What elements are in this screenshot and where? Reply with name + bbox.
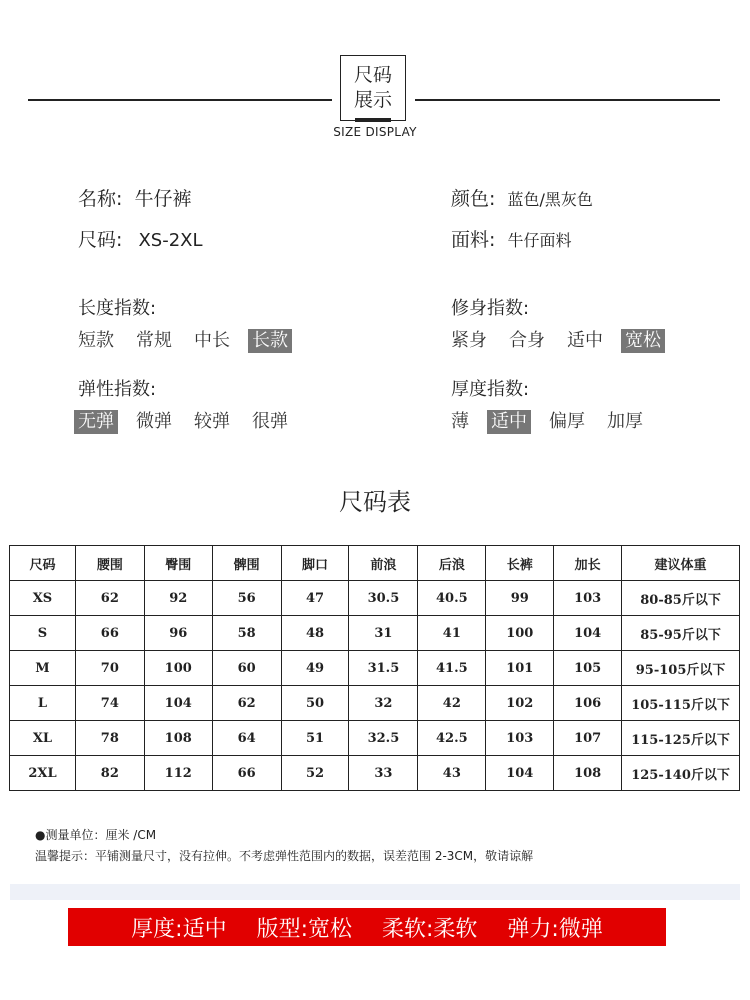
table-cell: 33 bbox=[349, 756, 418, 791]
table-cell: 42.5 bbox=[418, 721, 486, 756]
table-cell: 30.5 bbox=[349, 581, 418, 616]
table-cell: 106 bbox=[554, 686, 622, 721]
table-cell: 105 bbox=[554, 651, 622, 686]
elastic-option-3: 很弹 bbox=[252, 411, 288, 432]
table-row bbox=[10, 581, 740, 616]
table-cell: 92 bbox=[144, 581, 212, 616]
header-title-underbar bbox=[355, 118, 391, 122]
table-cell: 100 bbox=[144, 651, 212, 686]
table-cell: 101 bbox=[486, 651, 554, 686]
table-cell: 43 bbox=[418, 756, 486, 791]
table-cell: 32 bbox=[349, 686, 418, 721]
table-cell: 41 bbox=[418, 616, 486, 651]
table-cell: 48 bbox=[281, 616, 349, 651]
name-label: 名称: bbox=[78, 188, 123, 210]
table-cell: 105-115斤以下 bbox=[622, 686, 740, 721]
table-cell: 107 bbox=[554, 721, 622, 756]
thickness-index-options bbox=[447, 410, 647, 434]
table-cell: 102 bbox=[486, 686, 554, 721]
table-cell: 115-125斤以下 bbox=[622, 721, 740, 756]
header-cell: 尺码 bbox=[10, 546, 76, 581]
product-name bbox=[78, 184, 191, 211]
table-cell: 32.5 bbox=[349, 721, 418, 756]
table-cell: S bbox=[10, 616, 76, 651]
table-cell: XL bbox=[10, 721, 76, 756]
banner-item-fit: 版型:宽松 bbox=[256, 916, 352, 942]
table-cell: 62 bbox=[212, 686, 281, 721]
table-cell: 112 bbox=[144, 756, 212, 791]
length-index-options bbox=[74, 329, 292, 353]
table-row bbox=[10, 616, 740, 651]
table-cell: 66 bbox=[75, 616, 144, 651]
header-cell: 臀围 bbox=[144, 546, 212, 581]
size-table bbox=[9, 545, 740, 791]
size-table-body bbox=[10, 581, 740, 791]
header-cell: 建议体重 bbox=[622, 546, 740, 581]
thickness-option-0: 薄 bbox=[451, 411, 469, 432]
table-cell: 100 bbox=[486, 616, 554, 651]
table-cell: 50 bbox=[281, 686, 349, 721]
header-title-line2: 展示 bbox=[353, 89, 392, 111]
product-fabric bbox=[451, 225, 571, 252]
table-cell: XS bbox=[10, 581, 76, 616]
header-cell: 长裤 bbox=[486, 546, 554, 581]
thickness-option-1: 适中 bbox=[487, 410, 531, 434]
color-label: 颜色: bbox=[451, 188, 496, 210]
table-cell: 74 bbox=[75, 686, 144, 721]
table-cell: 64 bbox=[212, 721, 281, 756]
table-cell: 2XL bbox=[10, 756, 76, 791]
size-table-title: 尺码表 bbox=[339, 488, 411, 516]
banner-item-elasticity: 弹力:微弹 bbox=[507, 916, 603, 942]
table-cell: 103 bbox=[486, 721, 554, 756]
table-cell: 108 bbox=[554, 756, 622, 791]
table-cell: 56 bbox=[212, 581, 281, 616]
table-row bbox=[10, 756, 740, 791]
thickness-option-2: 偏厚 bbox=[549, 411, 585, 432]
table-cell: 78 bbox=[75, 721, 144, 756]
table-cell: 66 bbox=[212, 756, 281, 791]
size-label: 尺码: bbox=[78, 229, 123, 251]
fit-index-options bbox=[447, 329, 665, 353]
product-size bbox=[78, 225, 203, 252]
table-cell: M bbox=[10, 651, 76, 686]
elastic-index-options bbox=[74, 410, 292, 434]
thickness-option-3: 加厚 bbox=[607, 411, 643, 432]
tip-note: 温馨提示：平铺测量尺寸，没有拉伸。不考虑弹性范围内的数据，误差范围 2-3CM，敬请谅解 bbox=[35, 849, 534, 863]
header-subtitle: SIZE DISPLAY bbox=[333, 125, 417, 139]
length-option-2: 中长 bbox=[194, 330, 230, 351]
fit-option-2: 适中 bbox=[567, 330, 603, 351]
fit-option-0: 紧身 bbox=[451, 330, 487, 351]
table-cell: 52 bbox=[281, 756, 349, 791]
table-row bbox=[10, 686, 740, 721]
divider-stripe bbox=[10, 884, 740, 900]
table-cell: 104 bbox=[486, 756, 554, 791]
thickness-index-label: 厚度指数: bbox=[451, 379, 530, 400]
elastic-option-1: 微弹 bbox=[136, 411, 172, 432]
table-cell: 31.5 bbox=[349, 651, 418, 686]
header-cell: 后浪 bbox=[418, 546, 486, 581]
length-option-0: 短款 bbox=[78, 330, 114, 351]
feature-banner bbox=[68, 908, 666, 946]
color-value: 蓝色/黑灰色 bbox=[507, 190, 593, 209]
elastic-option-2: 较弹 bbox=[194, 411, 230, 432]
table-cell: 62 bbox=[75, 581, 144, 616]
header-cell: 髀围 bbox=[212, 546, 281, 581]
fit-option-3: 宽松 bbox=[621, 329, 665, 353]
length-option-1: 常规 bbox=[136, 330, 172, 351]
size-table-header-row bbox=[10, 546, 740, 581]
header-line-left bbox=[28, 99, 332, 101]
table-cell: 58 bbox=[212, 616, 281, 651]
header-cell: 腰围 bbox=[75, 546, 144, 581]
table-cell: 51 bbox=[281, 721, 349, 756]
fit-option-1: 合身 bbox=[509, 330, 545, 351]
table-cell: 80-85斤以下 bbox=[622, 581, 740, 616]
length-index-label: 长度指数: bbox=[78, 298, 157, 319]
table-cell: 31 bbox=[349, 616, 418, 651]
table-cell: 60 bbox=[212, 651, 281, 686]
table-cell: L bbox=[10, 686, 76, 721]
table-cell: 99 bbox=[486, 581, 554, 616]
elastic-index-label: 弹性指数: bbox=[78, 379, 157, 400]
header-title-line1: 尺码 bbox=[353, 64, 392, 86]
table-cell: 108 bbox=[144, 721, 212, 756]
length-option-3: 长款 bbox=[248, 329, 292, 353]
size-value: XS-2XL bbox=[138, 230, 203, 251]
header-line-right bbox=[415, 99, 720, 101]
table-cell: 40.5 bbox=[418, 581, 486, 616]
table-cell: 125-140斤以下 bbox=[622, 756, 740, 791]
table-cell: 41.5 bbox=[418, 651, 486, 686]
table-cell: 70 bbox=[75, 651, 144, 686]
table-row bbox=[10, 651, 740, 686]
header-cell: 脚口 bbox=[281, 546, 349, 581]
fit-index-label: 修身指数: bbox=[451, 298, 530, 319]
table-cell: 42 bbox=[418, 686, 486, 721]
unit-note: ●测量单位：厘米 /CM bbox=[35, 828, 157, 842]
table-cell: 104 bbox=[554, 616, 622, 651]
header-title-box bbox=[340, 55, 406, 121]
header-cell: 加长 bbox=[554, 546, 622, 581]
table-cell: 104 bbox=[144, 686, 212, 721]
table-cell: 85-95斤以下 bbox=[622, 616, 740, 651]
table-cell: 82 bbox=[75, 756, 144, 791]
table-cell: 96 bbox=[144, 616, 212, 651]
table-row bbox=[10, 721, 740, 756]
name-value: 牛仔裤 bbox=[134, 188, 192, 210]
table-cell: 95-105斤以下 bbox=[622, 651, 740, 686]
banner-item-thickness: 厚度:适中 bbox=[131, 916, 227, 942]
header-cell: 前浪 bbox=[349, 546, 418, 581]
fabric-value: 牛仔面料 bbox=[507, 231, 572, 250]
elastic-option-0: 无弹 bbox=[74, 410, 118, 434]
product-color bbox=[451, 184, 593, 211]
table-cell: 49 bbox=[281, 651, 349, 686]
table-cell: 47 bbox=[281, 581, 349, 616]
table-cell: 103 bbox=[554, 581, 622, 616]
banner-item-softness: 柔软:柔软 bbox=[382, 916, 478, 942]
fabric-label: 面料: bbox=[451, 229, 496, 251]
